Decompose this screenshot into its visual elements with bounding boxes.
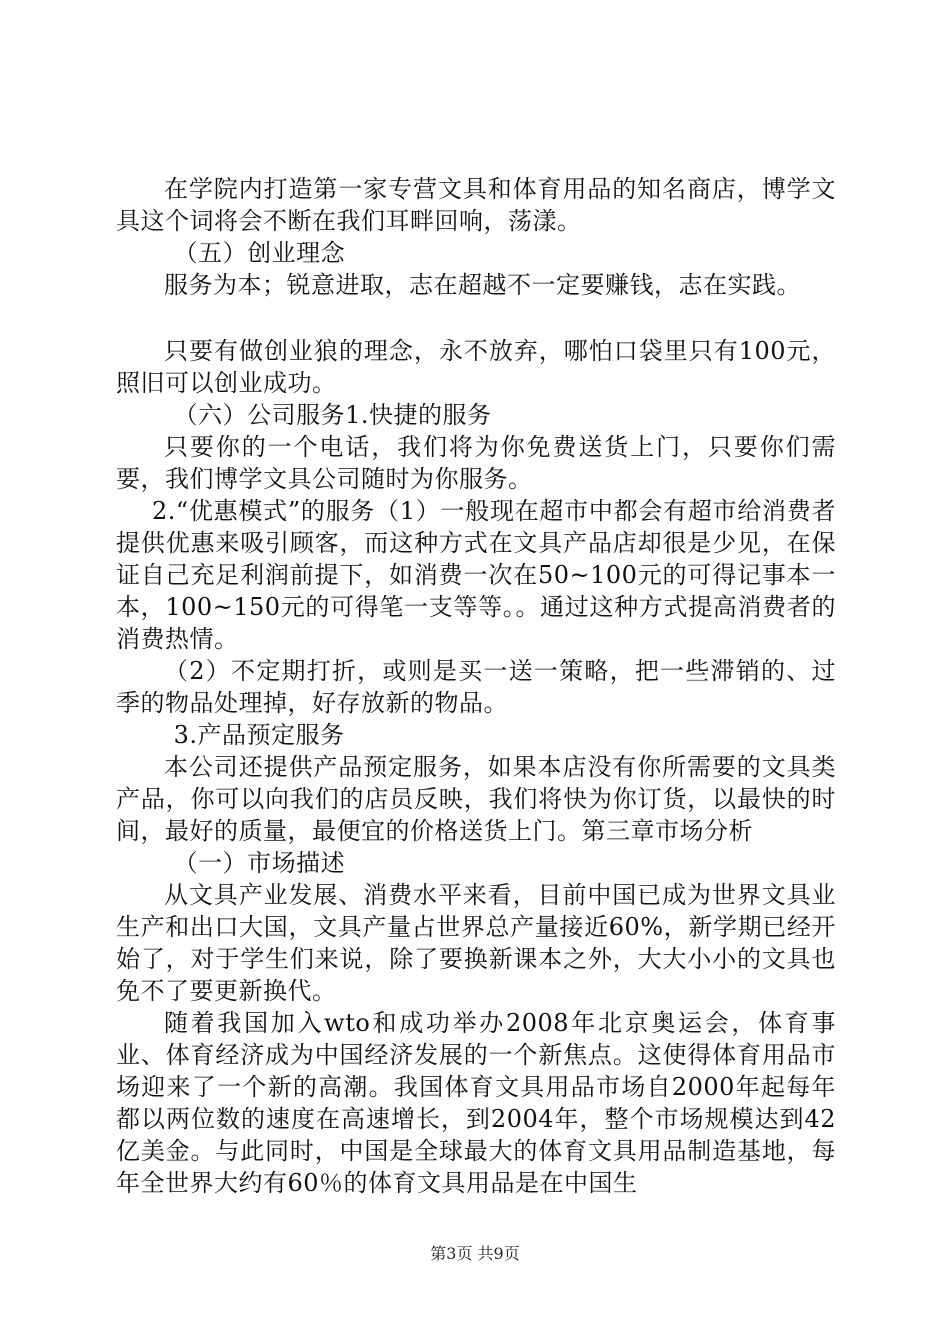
section-heading-philosophy: （五）创业理念 (173, 239, 346, 267)
paragraph-never-give-up: 只要有做创业狼的理念，永不放弃，哪怕口袋里只有100元，照旧可以创业成功。 (116, 337, 836, 397)
paragraph-stationery-industry: 从文具产业发展、消费水平来看，目前中国已成为世界文具业生产和出口大国，文具产量占世界总产量接近60%，新学期已经开始了，对于学生们来说，除了要换新课本之外，大大小小的文具也免不了要更新换代。 (116, 881, 836, 1005)
paragraph-sports-market: 随着我国加入wto和成功举办2008年北京奥运会，体育事业、体育经济成为中国经济发展的一个新焦点。这使得体育用品市场迎来了一个新的高潮。我国体育文具用品市场自2000年起每年都以两位数的速度在高速增长，到2004年，整个市场规模达到42亿美金。与此同时，中国是全球最大的体育文具用品制造基地，每年全世界大约有60％的体育文具用品是在中国生 (116, 1009, 836, 1197)
paragraph-store-vision: 在学院内打造第一家专营文具和体育用品的知名商店，博学文具这个词将会不断在我们耳畔回响，荡漾。 (116, 175, 836, 235)
paragraph-irregular-discount: （2）不定期打折，或则是买一送一策略，把一些滞销的、过季的物品处理掉，好存放新的物品。 (116, 657, 836, 717)
paragraph-fast-service: 只要你的一个电话，我们将为你免费送货上门，只要你们需要，我们博学文具公司随时为你服务。 (116, 433, 836, 493)
section-heading-market-description: （一）市场描述 (173, 849, 346, 877)
section-heading-preorder: 3.产品预定服务 (173, 721, 345, 749)
document-body (116, 173, 836, 1199)
page-number-footer: 第3页 共9页 (430, 1244, 520, 1263)
paragraph-discount-mode: 2.“优惠模式”的服务（1）一般现在超市中都会有超市给消费者提供优惠来吸引顾客，而这种方式在文具产品店却很是少见，在保证自己充足利润前提下，如消费一次在50~100元的可得记事本一本，100~150元的可得笔一支等等。。通过这种方式提高消费者的消费热情。 (116, 497, 836, 653)
paragraph-preorder-service: 本公司还提供产品预定服务，如果本店没有你所需要的文具类产品，你可以向我们的店员反映，我们将快为你订货，以最快的时间，最好的质量，最便宜的价格送货上门。第三章市场分析 (116, 753, 836, 845)
section-heading-services: （六）公司服务1.快捷的服务 (173, 401, 492, 429)
paragraph-philosophy: 服务为本；锐意进取，志在超越不一定要赚钱，志在实践。 (164, 271, 801, 299)
